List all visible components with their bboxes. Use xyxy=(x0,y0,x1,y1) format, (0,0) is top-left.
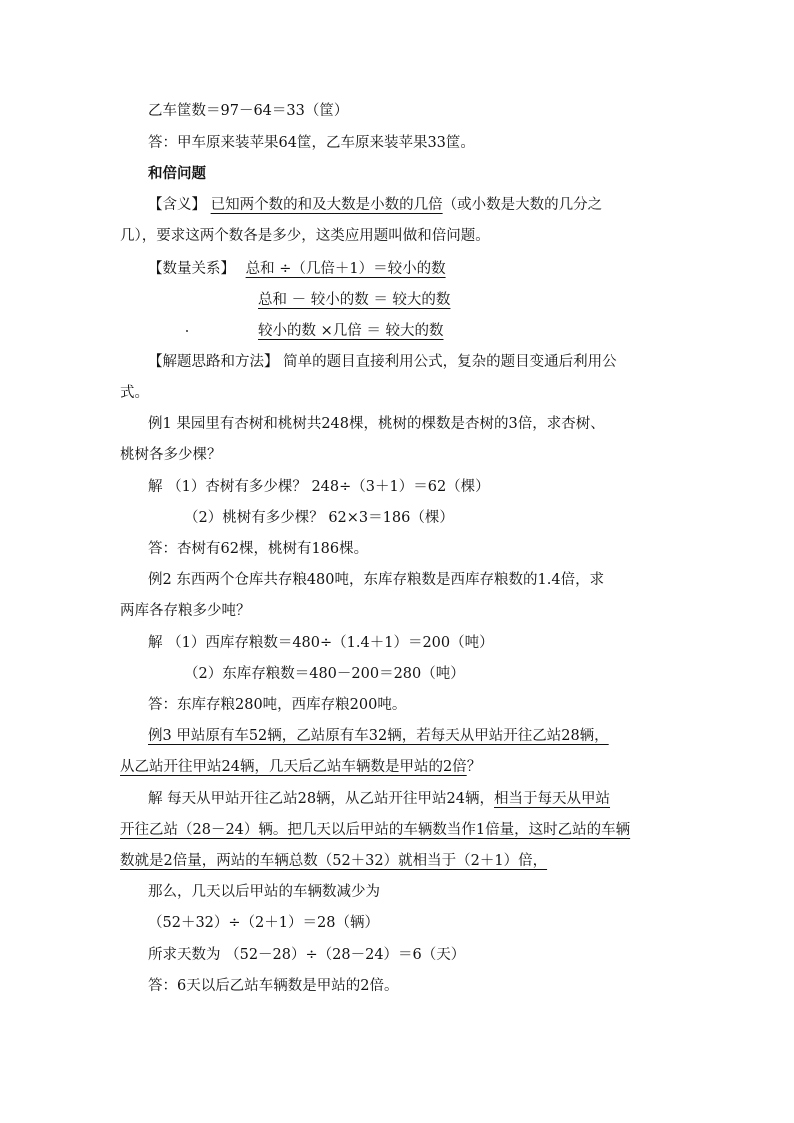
definition-rest: （或小数是大数的几分之 xyxy=(442,197,603,213)
text-line: 【解题思路和方法】 简单的题目直接利用公式，复杂的题目变通后利用公 xyxy=(148,354,617,370)
section-heading: 和倍问题 xyxy=(148,165,206,182)
solution-line: （2）桃树有多少棵？ 62×3＝186（棵） xyxy=(184,510,454,526)
text-line: 乙车筐数＝97－64＝33（筐） xyxy=(148,103,349,119)
text-line: 答：甲车原来装苹果64筐，乙车原来装苹果33筐。 xyxy=(148,135,475,151)
formula-3: 较小的数 ×几倍 ＝ 较大的数 xyxy=(258,323,444,339)
formula-line: （52＋32）÷（2＋1）＝28（辆） xyxy=(148,915,379,931)
definition-underlined: 已知两个数的和及大数是小数的几倍 xyxy=(210,197,443,213)
example-1: 例1 果园里有杏树和桃树共248棵，桃树的棵数是杏树的3倍，求杏树、 xyxy=(148,416,605,432)
solution-line xyxy=(148,789,610,809)
example-2: 例2 东西两个仓库共存粮480吨，东库存粮数是西库存粮数的1.4倍，求 xyxy=(148,572,605,588)
solution-underlined-line: 开往乙站（28－24）辆。把几天以后甲站的车辆数当作1倍量，这时乙站的车辆 xyxy=(120,822,631,838)
definition-line xyxy=(148,195,602,215)
example-3-cont xyxy=(120,757,481,777)
text-line: 式。 xyxy=(120,385,149,401)
solution-underlined-line: 数就是2倍量，两站的车辆总数（52＋32）就相当于（2＋1）倍， xyxy=(120,853,548,869)
question-mark: ？ xyxy=(466,759,482,775)
label-relation: 【数量关系】 xyxy=(148,261,235,277)
text-line: 两库各存粮多少吨？ xyxy=(120,603,251,619)
example-3-underlined: 从乙站开往甲站24辆，几天后乙站车辆数是甲站的2倍 xyxy=(120,759,467,775)
text-line: 几），要求这两个数各是多少，这类应用题叫做和倍问题。 xyxy=(120,228,490,244)
relation-line xyxy=(148,259,446,279)
solution-line: 解 （1）西库存粮数＝480÷（1.4＋1）＝200（吨） xyxy=(148,635,494,651)
stray-dot xyxy=(186,330,188,332)
text-line: 那么，几天以后甲站的车辆数减少为 xyxy=(148,884,380,900)
formula-line: 所求天数为 （52－28）÷（28－24）＝6（天） xyxy=(148,947,466,963)
answer-line: 答：6天以后乙站车辆数是甲站的2倍。 xyxy=(148,978,399,994)
answer-line: 答：东库存粮280吨，西库存粮200吨。 xyxy=(148,697,407,713)
text-line: 桃树各多少棵？ xyxy=(120,447,222,463)
solution-underlined: 相当于每天从甲站 xyxy=(494,791,611,807)
formula-1: 总和 ÷（几倍＋1）＝较小的数 xyxy=(245,261,446,277)
solution-line: （2）东库存粮数＝480－200＝280（吨） xyxy=(184,666,465,682)
label-meaning: 【含义】 xyxy=(148,197,206,213)
formula-2: 总和 － 较小的数 ＝ 较大的数 xyxy=(258,292,451,308)
solution-line: 解 （1）杏树有多少棵？ 248÷（3＋1）＝62（棵） xyxy=(148,479,490,495)
solution-part: 解 每天从甲站开往乙站28辆，从乙站开往甲站24辆， xyxy=(148,791,495,807)
example-3: 例3 甲站原有车52辆，乙站原有车32辆，若每天从甲站开往乙站28辆， xyxy=(148,728,609,744)
answer-line: 答：杏树有62棵，桃树有186棵。 xyxy=(148,541,369,557)
